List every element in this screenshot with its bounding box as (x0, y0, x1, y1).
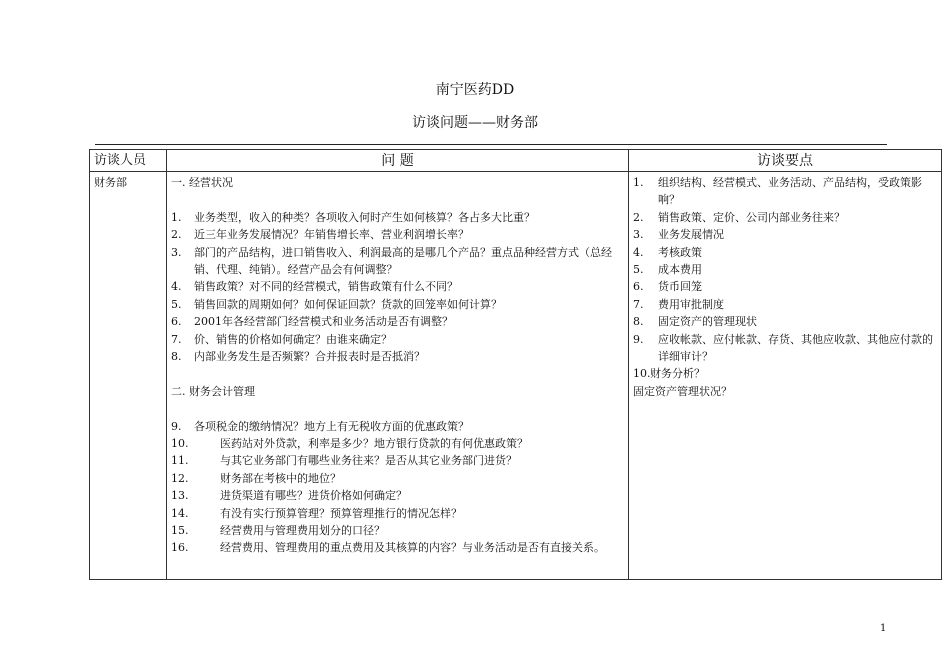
question-item (171, 418, 624, 435)
question-item (171, 522, 624, 539)
item-number: 2. (633, 210, 644, 224)
item-number: 4. (633, 245, 644, 259)
item-number: 7. (171, 332, 182, 346)
item-number: 1. (171, 210, 182, 224)
item-text: 进货渠道有哪些？进货价格如何确定？ (220, 489, 407, 503)
question-item (171, 209, 624, 226)
item-text: 销售回款的周期如何？如何保证回款？货款的回笼率如何计算？ (194, 297, 502, 311)
item-text: 销售政策？对不同的经营模式，销售政策有什么不同？ (194, 280, 458, 294)
item-text: 内部业务发生是否频繁？合并报表时是否抵消？ (194, 350, 425, 364)
item-text: 货币回笼 (658, 280, 702, 294)
header-divider (95, 144, 887, 145)
item-number: 13. (171, 489, 189, 503)
item-number: 5. (633, 263, 644, 277)
header-interviewee: 访谈人员 (90, 150, 167, 172)
key-point-item (633, 331, 937, 366)
item-text: 医药站对外贷款，利率是多少？地方银行贷款的有何优惠政策？ (220, 437, 528, 451)
item-text: 应收帐款、应付帐款、存货、其他应收款、其他应付款的详细审计？ (658, 332, 933, 364)
item-number: 6. (171, 315, 182, 329)
key-point-item (633, 226, 937, 243)
table-header-row (90, 150, 942, 172)
item-number: 14. (171, 506, 189, 520)
question-item (171, 452, 624, 469)
key-points-cell (629, 172, 942, 580)
item-text: 价、销售的价格如何确定？由谁来确定？ (194, 332, 392, 346)
item-text: 成本费用 (658, 263, 702, 277)
item-number: 12. (171, 471, 189, 485)
header-questions: 问 题 (167, 150, 629, 172)
key-point-item (633, 209, 937, 226)
question-item (171, 296, 624, 313)
item-text: 费用审批制度 (658, 297, 724, 311)
item-number: 5. (171, 297, 182, 311)
document-title: 南宁医药DD (435, 82, 515, 98)
key-point-item (633, 261, 937, 278)
item-number: 8. (171, 350, 182, 364)
item-text: 经营费用、管理费用的重点费用及其核算的内容？与业务活动是否有直接关系。 (220, 541, 605, 555)
operations-question-list (171, 209, 624, 366)
key-point-item (633, 278, 937, 295)
section-title-finance: 二. 财务会计管理 (171, 384, 255, 398)
interviewee-cell: 财务部 (90, 172, 167, 580)
item-text: 经营费用与管理费用划分的口径？ (220, 524, 385, 538)
item-number: 8. (633, 315, 644, 329)
key-point-item (633, 313, 937, 330)
question-item (171, 487, 624, 504)
item-number: 15. (171, 524, 189, 538)
item-number: 2. (171, 228, 182, 242)
item-text: 固定资产的管理现状 (658, 315, 757, 329)
item-text: 2001年各经营部门经营模式和业务活动是否有调整？ (194, 315, 453, 329)
header-key-points: 访谈要点 (629, 150, 942, 172)
item-text: 组织结构、经营模式、业务活动、产品结构，受政策影响？ (658, 176, 922, 207)
question-item (171, 226, 624, 243)
item-text: 部门的产品结构，进口销售收入、利润最高的是哪几个产品？重点品种经营方式（总经销、代理、纯销）。经营产品会有何调整？ (194, 245, 612, 277)
item-text: 近三年业务发展情况？年销售增长率、营业利润增长率？ (194, 228, 469, 242)
item-text: 与其它业务部门有哪些业务往来？是否从其它业务部门进货？ (220, 454, 517, 468)
item-text: 有没有实行预算管理？预算管理推行的情况怎样？ (220, 506, 462, 520)
document-subtitle: 访谈问题——财务部 (412, 115, 538, 131)
item-number: 10. (633, 367, 651, 381)
question-item (171, 470, 624, 487)
key-point-item (633, 365, 937, 382)
item-number: 9. (633, 332, 644, 346)
item-number: 9. (171, 419, 182, 433)
question-item (171, 435, 624, 452)
item-number: 3. (633, 228, 644, 242)
section-title-operations: 一. 经营状况 (171, 176, 233, 189)
key-points-footer: 固定资产管理状况？ (633, 384, 732, 398)
question-item (171, 331, 624, 348)
item-number: 7. (633, 297, 644, 311)
key-point-item (633, 174, 937, 209)
questions-cell (167, 172, 629, 580)
key-points-list (633, 174, 937, 383)
item-text: 业务类型，收入的种类？各项收入何时产生如何核算？各占多大比重？ (194, 210, 535, 224)
page-number: 1 (880, 623, 887, 634)
item-number: 16. (171, 541, 189, 555)
item-number: 10. (171, 437, 189, 451)
item-number: 4. (171, 280, 182, 294)
item-number: 3. (171, 245, 182, 259)
question-item (171, 348, 624, 365)
question-item (171, 505, 624, 522)
item-text: 财务分析？ (650, 367, 705, 381)
item-text: 各项税金的缴纳情况？地方上有无税收方面的优惠政策？ (194, 419, 469, 433)
item-number: 1. (633, 176, 644, 189)
key-point-item (633, 296, 937, 313)
item-text: 考核政策 (658, 245, 702, 259)
finance-question-list (171, 418, 624, 557)
item-text: 财务部在考核中的地位？ (220, 471, 341, 485)
interview-table (89, 149, 942, 580)
table-row (90, 172, 942, 580)
key-point-item (633, 244, 937, 261)
item-text: 销售政策、定价、公司内部业务往来？ (658, 210, 845, 224)
item-number: 6. (633, 280, 644, 294)
item-text: 业务发展情况 (658, 228, 724, 242)
question-item (171, 313, 624, 330)
question-item (171, 539, 624, 556)
question-item (171, 244, 624, 279)
item-number: 11. (171, 454, 189, 468)
question-item (171, 278, 624, 295)
